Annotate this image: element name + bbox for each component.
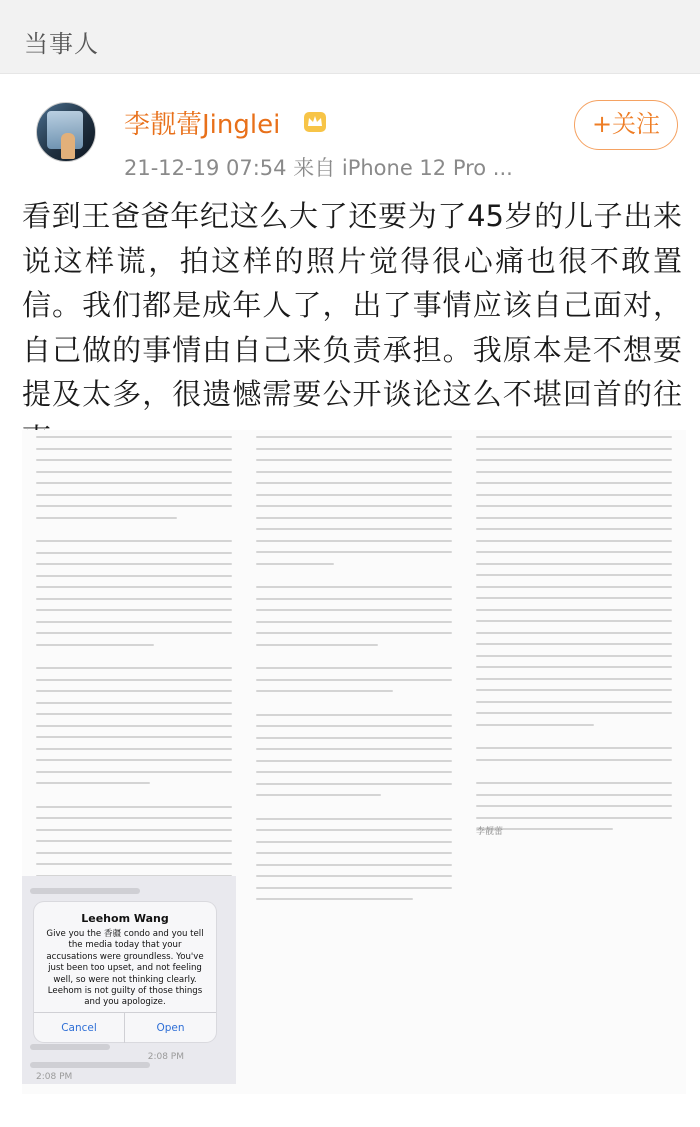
alert-buttons <box>34 1012 216 1042</box>
follow-button[interactable]: +关注 <box>574 100 678 150</box>
cancel-button[interactable]: Cancel <box>34 1013 125 1043</box>
post-meta: 21-12-19 07:54 来自 iPhone 12 Pro ... <box>124 156 513 180</box>
vip-crown-icon <box>302 110 328 134</box>
statement-column-3 <box>476 430 672 1094</box>
message-time: 2:08 PM <box>147 1052 184 1062</box>
statement-column-2 <box>256 430 452 1094</box>
post-text: 看到王爸爸年纪这么大了还要为了45岁的儿子出来说这样谎，拍这样的照片觉得很心痛也很不敢置信。我们都是成年人了，出了事情应该自己面对，自己做的事情由自己来负责承担。我原本是不想要提及太多，很遗憾需要公开谈论这么不堪回首的往 <box>22 199 682 411</box>
author-name[interactable]: 李靓蕾Jinglei <box>124 110 281 140</box>
alert-title: Leehom Wang <box>81 912 169 925</box>
page-title: 当事人 <box>24 30 99 58</box>
alert-message: Give you the 香疆 condo and you tell the media today that your accusations were groundless. You've just been too upset, and not feeling well, so were not thinking clearly. Leehom is not guilty of those things and you apologize. <box>46 929 204 1008</box>
open-button[interactable]: Open <box>156 1022 185 1034</box>
top-bar <box>0 0 700 74</box>
message-time: 2:08 PM <box>36 1072 73 1082</box>
avatar[interactable] <box>36 102 96 162</box>
alert-dialog <box>34 902 216 1042</box>
statement-signature: 李靓蕾 <box>476 827 504 837</box>
